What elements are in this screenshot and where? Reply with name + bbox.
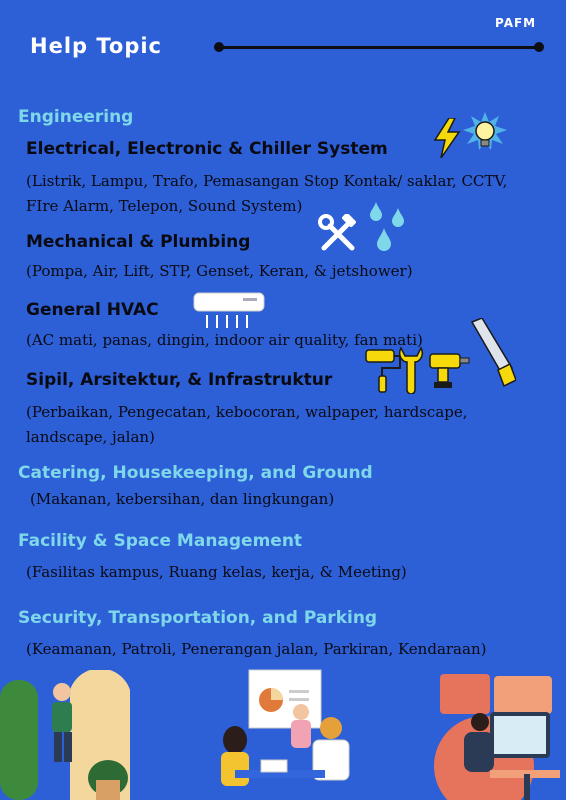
subtopic-hvac-desc: (AC mati, panas, dingin, indoor air quality, fan mati)	[26, 331, 423, 349]
category-engineering: Engineering	[18, 107, 134, 127]
gardener-illustration	[0, 670, 130, 800]
facility-desc: (Fasilitas kampus, Ruang kelas, kerja, & Meeting)	[26, 563, 407, 581]
subtopic-electrical-title: Electrical, Electronic & Chiller System	[26, 139, 388, 159]
catering-desc: (Makanan, kebersihan, dan lingkungan)	[30, 490, 335, 508]
hand-saw-icon	[468, 318, 516, 388]
category-catering: Catering, Housekeeping, and Ground	[18, 463, 373, 483]
wrench-hammer-icon	[318, 214, 358, 254]
header-rule	[219, 46, 539, 49]
subtopic-hvac-title: General HVAC	[26, 300, 159, 320]
subtopic-civil-desc-2: landscape, jalan)	[26, 428, 155, 446]
air-conditioner-icon	[193, 292, 265, 332]
subtopic-electrical-desc-2: FIre Alarm, Telepon, Sound System)	[26, 197, 303, 215]
security-desc: (Keamanan, Patroli, Penerangan jalan, Parkiran, Kendaraan)	[26, 640, 487, 658]
meeting-presentation-illustration	[205, 668, 355, 800]
power-drill-icon	[428, 350, 470, 390]
light-bulb-icon	[463, 112, 507, 158]
water-drops-icon	[368, 202, 408, 252]
subtopic-civil-desc-1: (Perbaikan, Pengecatan, kebocoran, walpaper, hardscape,	[26, 403, 468, 421]
category-security: Security, Transportation, and Parking	[18, 608, 378, 628]
rule-dot-right	[534, 42, 544, 52]
page-title: Help Topic	[30, 34, 163, 58]
brand-label: PAFM	[495, 16, 537, 30]
office-worker-illustration	[420, 670, 566, 800]
subtopic-civil-title: Sipil, Arsitektur, & Infrastruktur	[26, 370, 333, 390]
category-facility: Facility & Space Management	[18, 531, 303, 551]
lightning-bolt-icon	[433, 118, 461, 158]
subtopic-electrical-desc-1: (Listrik, Lampu, Trafo, Pemasangan Stop Kontak/ saklar, CCTV,	[26, 172, 508, 190]
subtopic-mechanical-desc: (Pompa, Air, Lift, STP, Genset, Keran, & jetshower)	[26, 262, 413, 280]
spanner-icon	[397, 346, 425, 394]
subtopic-mechanical-title: Mechanical & Plumbing	[26, 232, 251, 252]
